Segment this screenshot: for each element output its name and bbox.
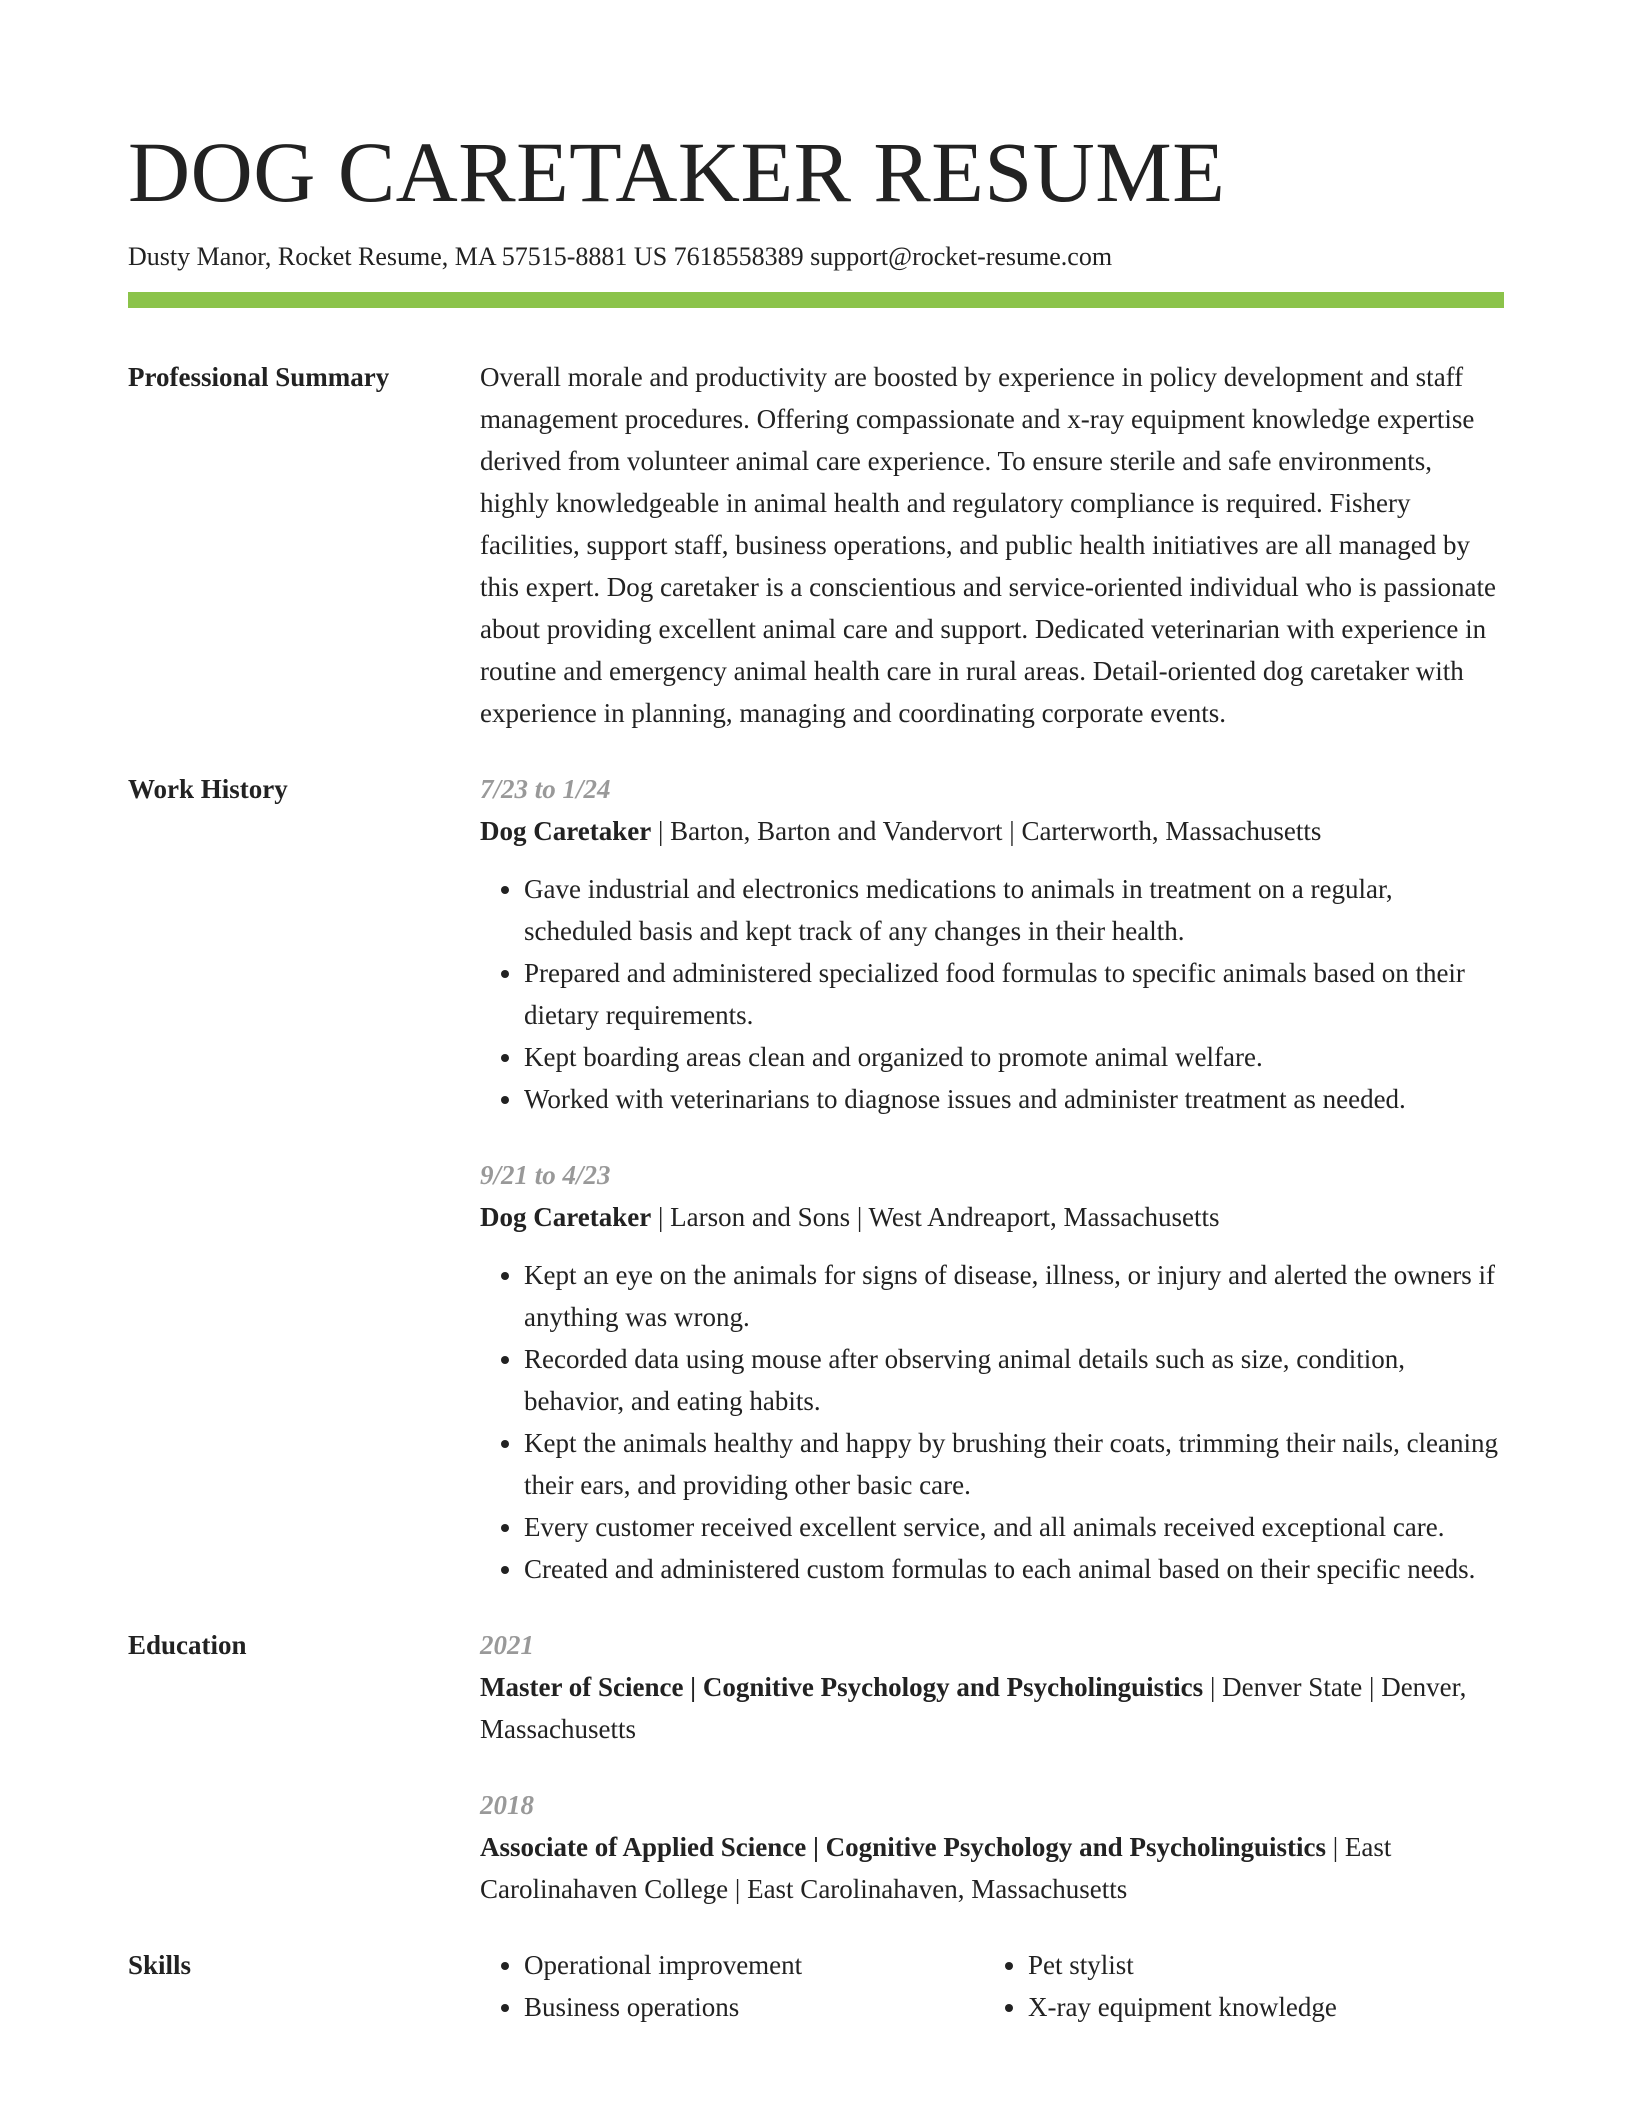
job-title: Dog Caretaker <box>480 816 652 846</box>
summary-section <box>128 356 1504 734</box>
section-label-skills: Skills <box>128 1950 192 1980</box>
job-bullet: • Gave industrial and electronics medications to animals in treatment on a regular, scheduled basis and kept track of any changes in their health. <box>524 868 1504 952</box>
education-details: | Denver State | Denver, Massachusetts <box>480 1672 1467 1744</box>
job-dates: 9/21 to 4/23 <box>480 1160 611 1190</box>
section-label-work-history: Work History <box>128 774 288 804</box>
skill-item: • Pet stylist <box>1028 1944 1488 1986</box>
job-heading <box>480 1196 1504 1238</box>
education-body <box>480 1624 1504 1910</box>
skills-column-right <box>984 1944 1488 2028</box>
job-bullets <box>480 868 1504 1120</box>
summary-body <box>480 356 1504 734</box>
job-bullet: • Worked with veterinarians to diagnose issues and administer treatment as needed. <box>524 1078 1504 1120</box>
skills-section <box>128 1944 1504 2028</box>
skill-item: • Operational improvement <box>524 1944 984 1986</box>
accent-divider <box>128 292 1504 308</box>
job-entry <box>480 768 1504 1120</box>
work-history-body <box>480 768 1504 1590</box>
education-entry <box>480 1624 1504 1750</box>
section-label-summary: Professional Summary <box>128 362 390 392</box>
section-label-education: Education <box>128 1630 247 1660</box>
work-history-section <box>128 768 1504 1590</box>
skills-body <box>480 1944 1504 2028</box>
skills-list <box>984 1944 1488 2028</box>
skills-list <box>480 1944 984 2028</box>
skill-item: • X-ray equipment knowledge <box>1028 1986 1488 2028</box>
job-bullet: • Recorded data using mouse after observing animal details such as size, condition, behavior, and eating habits. <box>524 1338 1504 1422</box>
summary-text: Overall morale and productivity are boosted by experience in policy development and staff management procedures. Offering compassionate and x-ray equipment knowledge expertise derived from volunteer animal care experience. To ensure sterile and safe environments, highly knowledgeable in animal health and regulatory compliance is required. Fishery facilities, support staff, business operations, and public health initiatives are all managed by this expert. Dog caretaker is a conscientious and service-oriented individual who is passionate about providing excellent animal care and support. Dedicated veterinarian with experience in routine and emergency animal health care in rural areas. Detail-oriented dog caretaker with experience in planning, managing and coordinating corporate events. <box>480 362 1496 728</box>
job-bullet: • Kept an eye on the animals for signs of disease, illness, or injury and alerted the owners if anything was wrong. <box>524 1254 1504 1338</box>
skills-column-left <box>480 1944 984 2028</box>
skills-columns <box>480 1944 1504 2028</box>
education-degree: Master of Science | Cognitive Psychology and Psycholinguistics <box>480 1672 1204 1702</box>
job-bullets <box>480 1254 1504 1590</box>
education-heading <box>480 1666 1504 1750</box>
job-bullet: • Created and administered custom formulas to each animal based on their specific needs. <box>524 1548 1504 1590</box>
resume-title: DOG CARETAKER RESUME <box>128 124 1226 220</box>
skill-item: • Business operations <box>524 1986 984 2028</box>
education-section <box>128 1624 1504 1910</box>
education-year: 2021 <box>480 1630 534 1660</box>
contact-line: Dusty Manor, Rocket Resume, MA 57515-8881 US 7618558389 support@rocket-resume.com <box>128 242 1113 271</box>
job-bullet: • Kept boarding areas clean and organized to promote animal welfare. <box>524 1036 1504 1078</box>
job-dates: 7/23 to 1/24 <box>480 774 611 804</box>
job-details: | Larson and Sons | West Andreaport, Massachusetts <box>651 1202 1220 1232</box>
education-entry <box>480 1784 1504 1910</box>
job-entry <box>480 1154 1504 1590</box>
job-details: | Barton, Barton and Vandervort | Carterworth, Massachusetts <box>651 816 1322 846</box>
job-bullet: • Prepared and administered specialized food formulas to specific animals based on their dietary requirements. <box>524 952 1504 1036</box>
education-year: 2018 <box>480 1790 534 1820</box>
job-heading <box>480 810 1504 852</box>
education-heading <box>480 1826 1504 1910</box>
job-title: Dog Caretaker <box>480 1202 652 1232</box>
education-details: | East Carolinahaven College | East Carolinahaven, Massachusetts <box>480 1832 1392 1904</box>
job-bullet: • Every customer received excellent service, and all animals received exceptional care. <box>524 1506 1504 1548</box>
education-degree: Associate of Applied Science | Cognitive Psychology and Psycholinguistics <box>480 1832 1326 1862</box>
job-bullet: • Kept the animals healthy and happy by brushing their coats, trimming their nails, cleaning their ears, and providing other basic care. <box>524 1422 1504 1506</box>
